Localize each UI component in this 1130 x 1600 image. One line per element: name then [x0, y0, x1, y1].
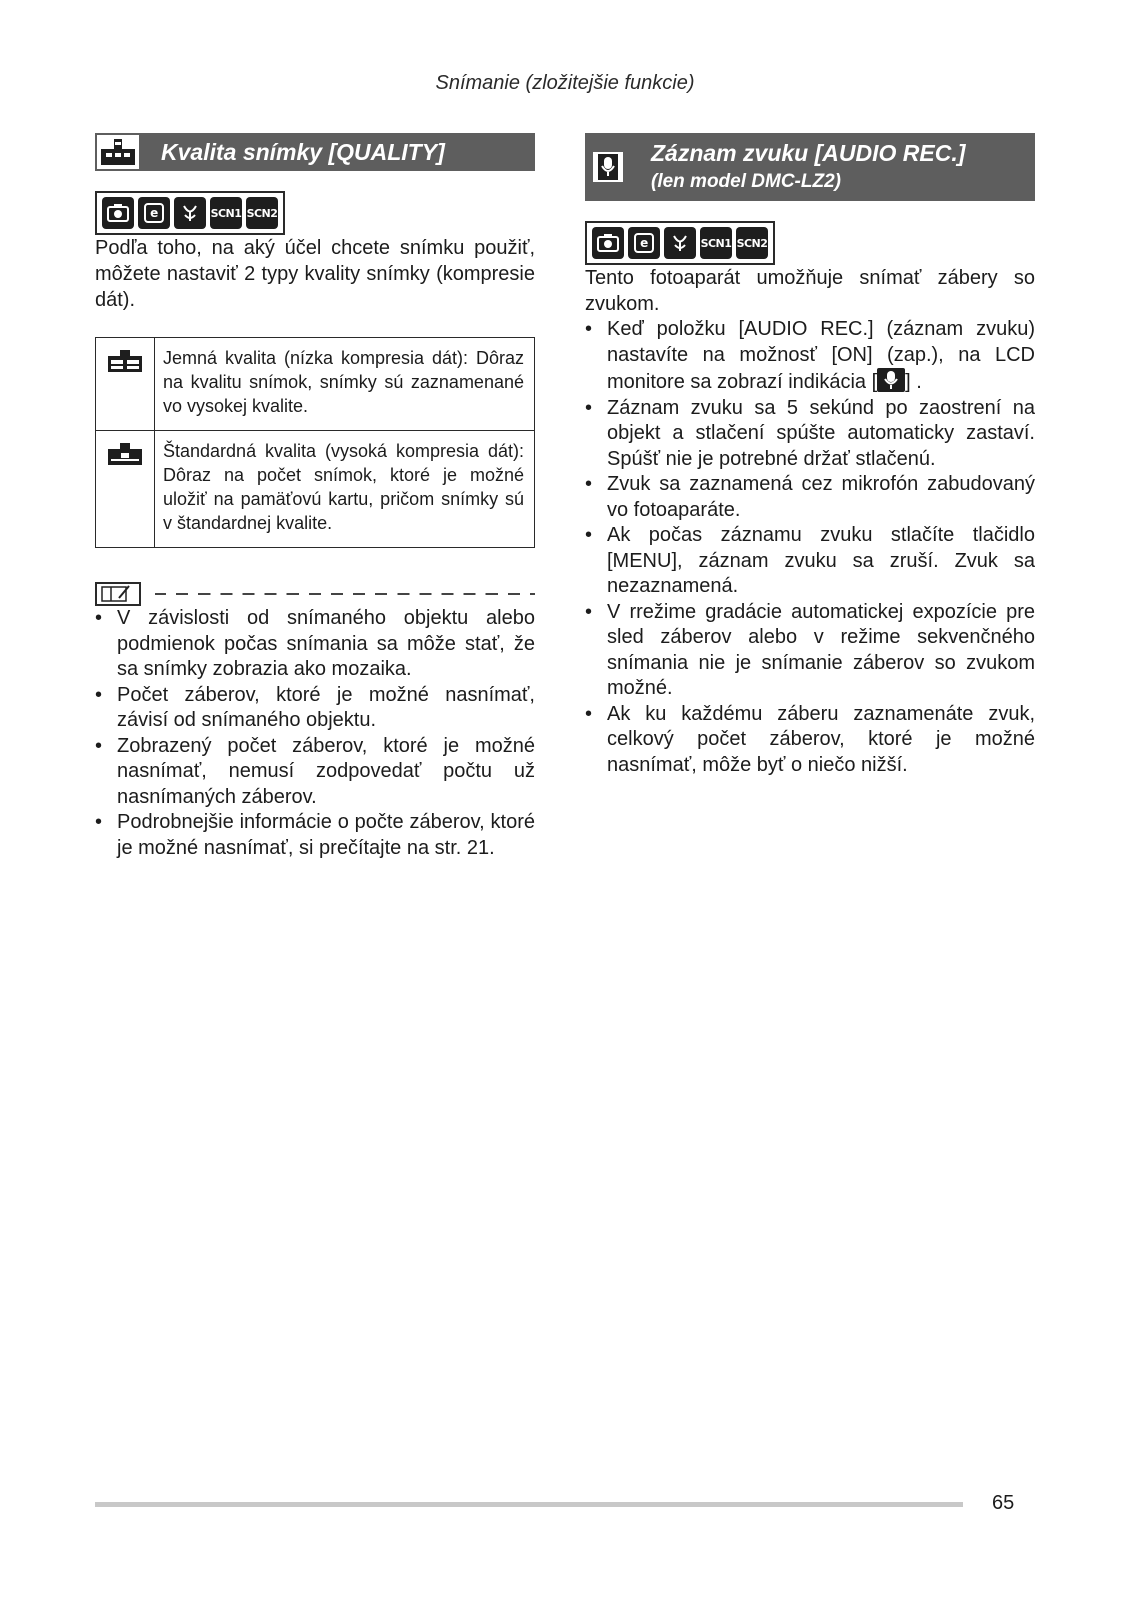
note-divider	[95, 582, 535, 606]
audio-intro: Tento fotoaparát umožňuje snímať zábery so zvukom.	[585, 267, 1035, 315]
list-item: • V rrežime gradácie automatickej expozície pre sled záberov alebo v režime sekvenčného snímania nie je snímanie záberov so zvukom možné.	[585, 600, 1035, 702]
quality-section-header	[95, 133, 535, 171]
list-item: • Záznam zvuku sa 5 sekúnd po zaostrení na objekt a stlačení spúšte automaticky zastaví. Spúšť nie je potrebné držať stlačenú.	[585, 396, 1035, 473]
audio-notes-list	[585, 317, 1035, 778]
list-item: • Ak ku každému záberu zaznamenáte zvuk, celkový počet záberov, ktoré je možné nasnímať, môže byť o niečo nižší.	[585, 702, 1035, 779]
economy-mode-icon: e	[138, 197, 170, 229]
mode-icons	[585, 221, 775, 265]
note-icon	[95, 582, 141, 606]
list-item: • Podrobnejšie informácie o počte záberov, ktoré je možné nasnímať, si prečítajte na str. 21.	[95, 810, 535, 861]
audio-section	[585, 133, 1035, 778]
fine-quality-text: Jemná kvalita (nízka kompresia dát): Dôraz na kvalitu snímok, snímky sú zaznamenané vo vysokej kvalite.	[155, 338, 535, 431]
list-item: • Počet záberov, ktoré je možné nasnímať, závisí od snímaného objektu.	[95, 683, 535, 734]
microphone-indicator-icon	[877, 368, 905, 392]
footer-rule	[95, 1502, 963, 1507]
scn2-mode-icon: SCN2	[736, 227, 768, 259]
list-item: • Zvuk sa zaznamená cez mikrofón zabudovaný vo fotoaparáte.	[585, 472, 1035, 523]
audio-subtitle: (len model DMC-LZ2)	[651, 171, 841, 192]
audio-title: Záznam zvuku [AUDIO REC.]	[651, 140, 966, 166]
list-item: • Ak počas záznamu zvuku stlačíte tlačidlo [MENU], záznam zvuku sa zruší. Zvuk sa nezaznamená.	[585, 523, 1035, 600]
economy-mode-icon: e	[628, 227, 660, 259]
standard-quality-text: Štandardná kvalita (vysoká kompresia dát): Dôraz na počet snímok, ktoré je možné uložiť na pamäťovú kartu, pričom snímky sú v štandardnej kvalite.	[155, 431, 535, 548]
list-item: • V závislosti od snímaného objektu alebo podmienok počas snímania sa môže stať, že sa snímky zobrazia ako mozaika.	[95, 606, 535, 683]
macro-mode-icon	[664, 227, 696, 259]
mode-icons	[95, 191, 285, 235]
page-number: 65	[992, 1492, 1015, 1514]
audio-section-header	[585, 133, 1035, 201]
list-item: • Zobrazený počet záberov, ktoré je možné nasnímať, nemusí zodpovedať počtu už nasnímaných záberov.	[95, 734, 535, 811]
scn2-mode-icon: SCN2	[246, 197, 278, 229]
quality-icon	[95, 133, 141, 171]
notes-list	[95, 606, 535, 861]
fine-quality-icon	[108, 359, 142, 376]
macro-mode-icon	[174, 197, 206, 229]
table-row	[96, 338, 535, 431]
scn1-mode-icon: SCN1	[210, 197, 242, 229]
standard-quality-icon	[108, 452, 142, 469]
scn1-mode-icon: SCN1	[700, 227, 732, 259]
list-item: • Keď položku [AUDIO REC.] (záznam zvuku) nastavíte na možnosť [ON] (zap.), na LCD monitore sa zobrazí indikácia [ ] .	[585, 317, 1035, 396]
dashed-line	[155, 593, 535, 595]
quality-title: Kvalita snímky [QUALITY]	[161, 139, 445, 165]
camera-mode-icon	[592, 227, 624, 259]
camera-mode-icon	[102, 197, 134, 229]
quality-table	[95, 337, 535, 548]
quality-intro: Podľa toho, na aký účel chcete snímku použiť, môžete nastaviť 2 typy kvality snímky (kompresie dát).	[95, 237, 535, 311]
microphone-icon	[591, 150, 625, 184]
table-row	[96, 431, 535, 548]
running-head: Snímanie (zložitejšie funkcie)	[435, 72, 695, 94]
quality-section	[95, 133, 535, 861]
